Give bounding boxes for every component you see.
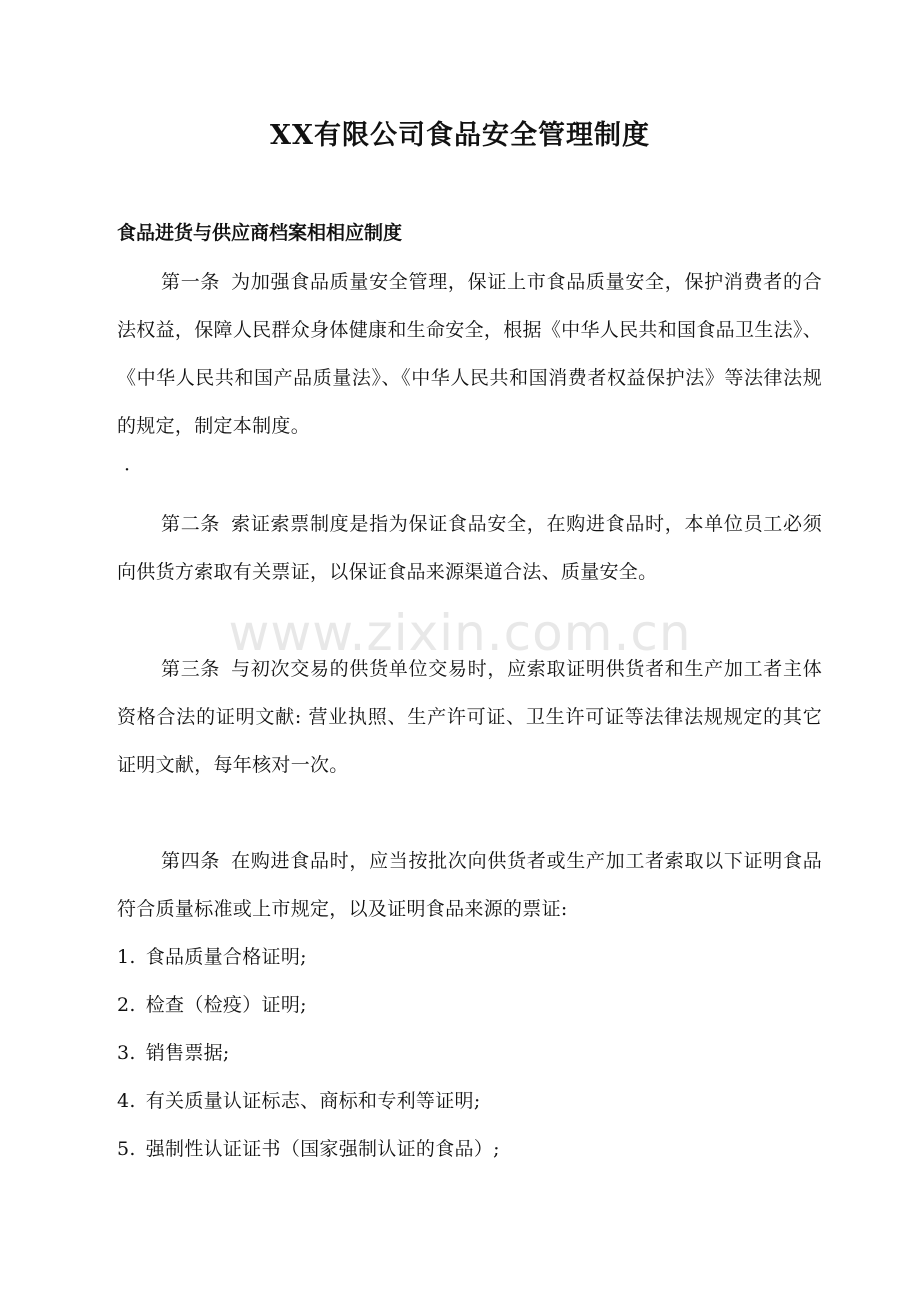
article-paragraph	[117, 258, 822, 450]
list-text: 销售票据;	[145, 1042, 230, 1064]
article-label: 第三条	[161, 658, 221, 680]
article-text: 与初次交易的供货单位交易时，应索取证明供货者和生产加工者主体资格合法的证明文献: 营业执照、生产许可证、卫生许可证等法律法规规定的其它证明文献，每年核对一次。	[117, 658, 822, 776]
list-number: 3.	[117, 1042, 136, 1064]
list-number: 4.	[117, 1090, 136, 1112]
list-item	[117, 1125, 500, 1173]
article-paragraph	[117, 500, 822, 596]
document-list	[117, 933, 500, 1173]
list-item	[117, 933, 500, 981]
article-label: 第四条	[161, 850, 221, 872]
article-paragraph	[117, 645, 822, 789]
list-number: 1.	[117, 946, 136, 968]
document-title: XX有限公司食品安全管理制度	[270, 120, 650, 151]
article-text: 为加强食品质量安全管理，保证上市食品质量安全，保护消费者的合法权益，保障人民群众身体健康和生命安全，根据《中华人民共和国食品卫生法》、《中华人民共和国产品质量法》、《中华人民共和国消费者权益保护法》等法律法规的规定，制定本制度。	[117, 271, 822, 437]
list-text: 食品质量合格证明;	[145, 946, 307, 968]
list-text: 强制性认证证书（国家强制认证的食品）;	[145, 1138, 500, 1160]
list-number: 2.	[117, 994, 136, 1016]
list-item	[117, 1077, 500, 1125]
article-paragraph	[117, 837, 822, 933]
list-text: 检查（检疫）证明;	[145, 994, 307, 1016]
list-item	[117, 981, 500, 1029]
list-text: 有关质量认证标志、商标和专利等证明;	[145, 1090, 481, 1112]
list-number: 5.	[117, 1138, 136, 1160]
list-item	[117, 1029, 500, 1077]
section-heading: 食品进货与供应商档案相相应制度	[117, 222, 403, 244]
article-text: 索证索票制度是指为保证食品安全，在购进食品时，本单位员工必须向供货方索取有关票证，以保证食品来源渠道合法、质量安全。	[117, 513, 822, 583]
article-label: 第一条	[161, 271, 221, 293]
article-label: 第二条	[161, 513, 221, 535]
watermark: www.zixin.com.cn	[228, 604, 692, 662]
stray-mark: ·	[124, 459, 131, 481]
article-text: 在购进食品时，应当按批次向供货者或生产加工者索取以下证明食品符合质量标准或上市规定，以及证明食品来源的票证:	[117, 850, 822, 920]
